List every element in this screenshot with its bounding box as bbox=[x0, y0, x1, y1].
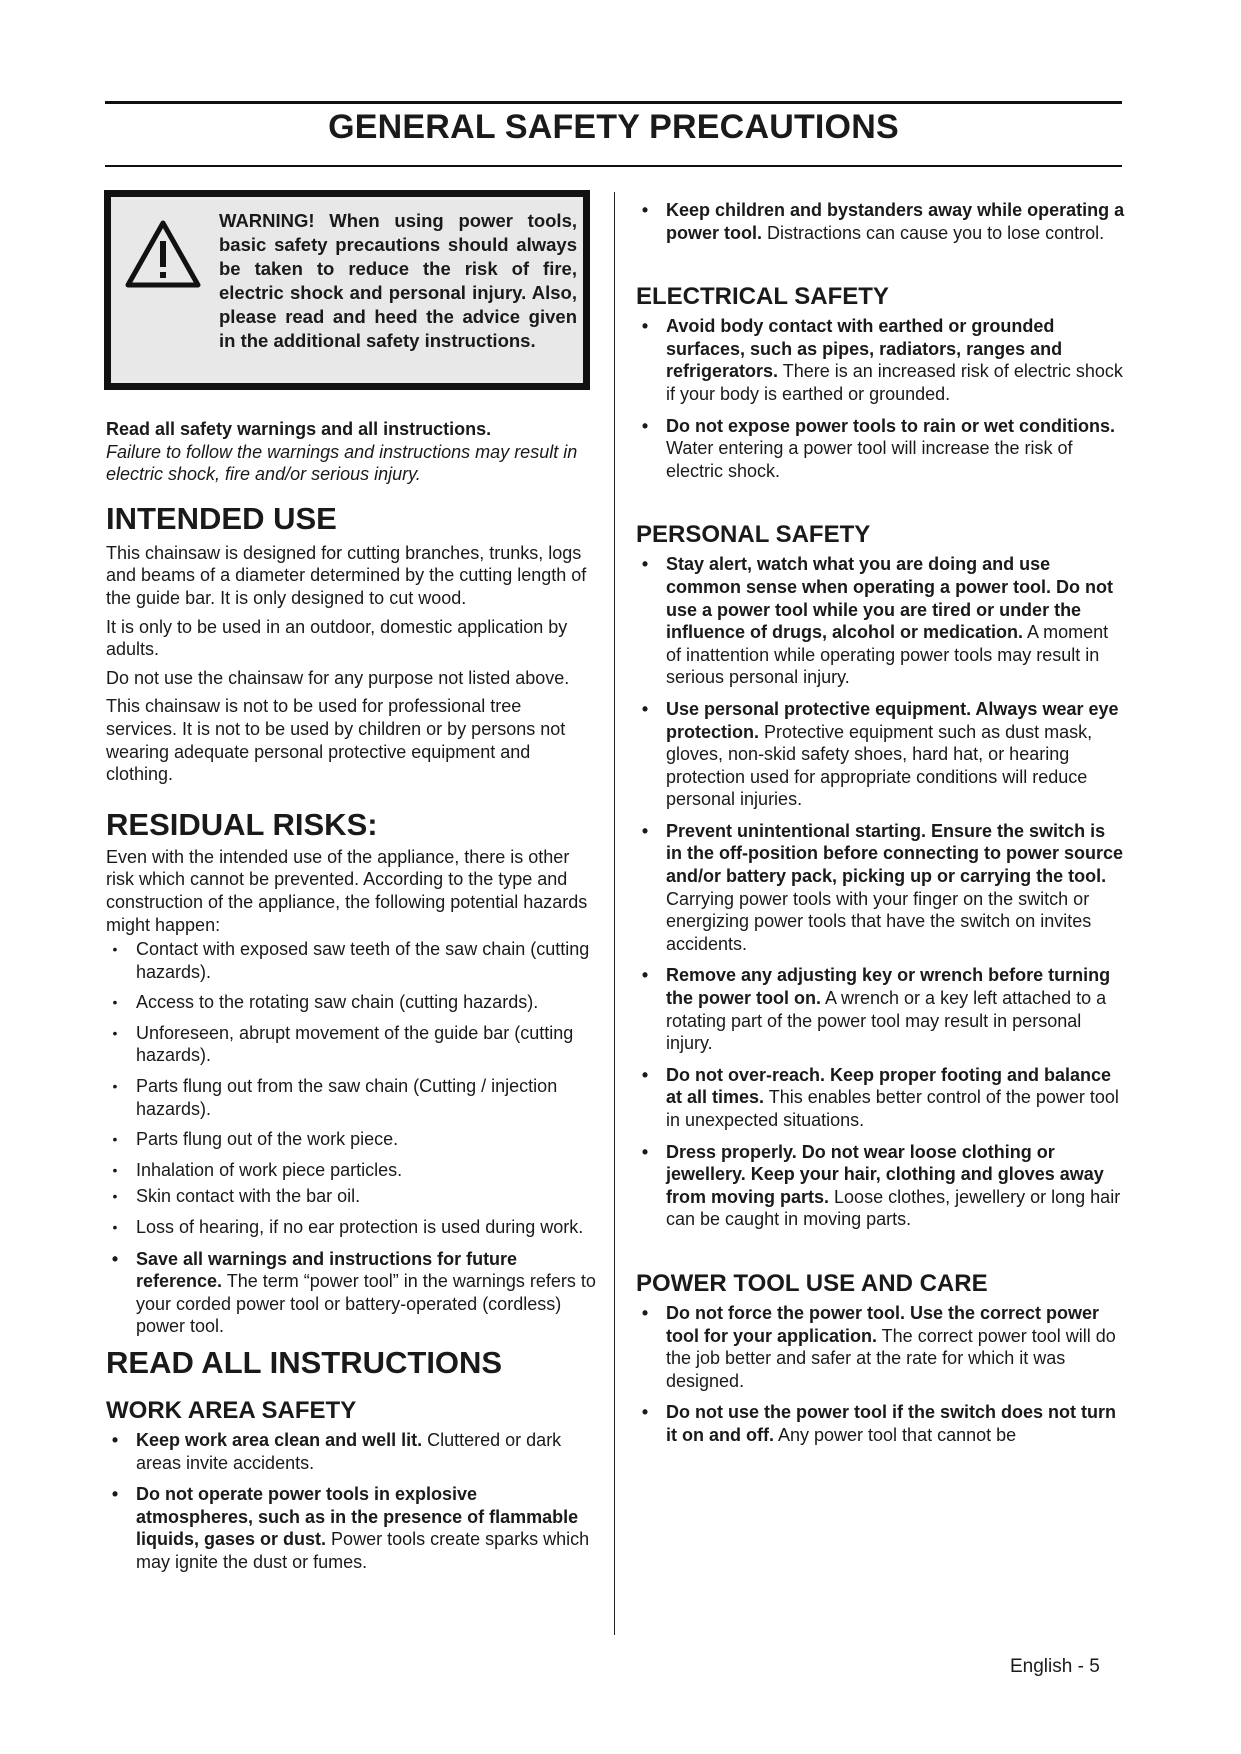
page-number: English - 5 bbox=[1010, 1656, 1100, 1677]
warning-text: WARNING! When using power tools, basic safety precautions should always be taken to reduce the risk of fire, electric shock and personal injury. Also, please read and heed the advice given in the additional safety instructions. bbox=[219, 210, 577, 351]
electrical-safety-heading: ELECTRICAL SAFETY bbox=[636, 283, 889, 311]
intended-use-heading: INTENDED USE bbox=[106, 500, 337, 536]
read-all-bold: Read all safety warnings and all instructions. bbox=[106, 419, 492, 439]
residual-risks-heading: RESIDUAL RISKS: bbox=[106, 806, 378, 842]
residual-risks-intro: Even with the intended use of the appliance, there is other risk which cannot be prevented. According to the type and construction of the appliance, the following potential hazards might happen: bbox=[106, 846, 588, 935]
list-item: • Unforeseen, abrupt movement of the guide bar (cutting hazards). bbox=[112, 1022, 574, 1066]
power-tool-use-heading: POWER TOOL USE AND CARE bbox=[636, 1269, 988, 1297]
list-item: • Keep children and bystanders away while operating a power tool. Distractions can cause you to lose control. bbox=[641, 200, 1125, 243]
work-area-safety-heading: WORK AREA SAFETY bbox=[106, 1397, 357, 1424]
list-item: • Inhalation of work piece particles. bbox=[112, 1159, 403, 1180]
intended-use-paragraph: It is only to be used in an outdoor, domestic application by adults. bbox=[106, 616, 568, 660]
list-item: • Do not operate power tools in explosive atmospheres, such as in the presence of flammable liquids, gases or dust. Power tools create sparks which may ignite the dust or fumes. bbox=[111, 1484, 590, 1572]
list-item: • Do not expose power tools to rain or wet conditions. Water entering a power tool will increase the risk of electric shock. bbox=[641, 415, 1116, 481]
left-column bbox=[106, 190, 596, 1574]
list-item: • Remove any adjusting key or wrench before turning the power tool on. A wrench or a key left attached to a rotating part of the power tool may result in personal injury. bbox=[641, 965, 1111, 1054]
list-item: • Do not force the power tool. Use the correct power tool for your application. The correct power tool will do the job better and safer at the rate for which it was designed. bbox=[641, 1302, 1116, 1391]
read-all-warnings bbox=[106, 418, 596, 486]
list-item: • Do not over-reach. Keep proper footing and balance at all times. This enables better control of the power tool in unexpected situations. bbox=[641, 1064, 1119, 1130]
warning-box bbox=[104, 190, 590, 390]
list-item: • Contact with exposed saw teeth of the saw chain (cutting hazards). bbox=[112, 939, 590, 982]
read-all-instructions-heading: READ ALL INSTRUCTIONS bbox=[106, 1345, 503, 1380]
top-rule bbox=[105, 101, 1122, 104]
list-item: • Access to the rotating saw chain (cutting hazards). bbox=[112, 992, 539, 1013]
right-column bbox=[636, 190, 1126, 1447]
power-tool-use-list bbox=[636, 1302, 1126, 1447]
personal-safety-list bbox=[636, 553, 1126, 1231]
intended-use-paragraph: This chainsaw is designed for cutting branches, trunks, logs and beams of a diameter determined by the cutting length of the guide bar. It is only designed to cut wood. bbox=[106, 542, 587, 608]
personal-safety-heading: PERSONAL SAFETY bbox=[636, 521, 871, 549]
list-item: • Keep work area clean and well lit. Cluttered or dark areas invite accidents. bbox=[111, 1430, 562, 1473]
list-item: • Do not use the power tool if the switch does not turn it on and off. Any power tool that cannot be bbox=[641, 1402, 1116, 1445]
read-all-italic: Failure to follow the warnings and instructions may result in electric shock, fire and/or serious injury. bbox=[106, 441, 578, 485]
save-warnings-list bbox=[106, 1248, 596, 1338]
column-divider bbox=[614, 192, 615, 1635]
list-item: • Use personal protective equipment. Always wear eye protection. Protective equipment such as dust mask, gloves, non-skid safety shoes, hard hat, or hearing protection used for appropriate conditions will reduce personal injuries. bbox=[641, 698, 1119, 810]
work-area-list-continued bbox=[636, 199, 1126, 244]
list-item: • Avoid body contact with earthed or grounded surfaces, such as pipes, radiators, ranges and refrigerators. There is an increased risk of electric shock if your body is earthed or grounded. bbox=[641, 316, 1123, 404]
list-item: • Prevent unintentional starting. Ensure the switch is in the off-position before connecting to power source and/or battery pack, picking up or carrying the tool. Carrying power tools with your finger on the switch or energizing power tools that have the switch on invites accidents. bbox=[641, 820, 1124, 954]
electrical-safety-list bbox=[636, 315, 1126, 482]
list-item: • Skin contact with the bar oil. bbox=[112, 1186, 361, 1207]
residual-risks-list bbox=[106, 938, 596, 1239]
list-item: • Dress properly. Do not wear loose clothing or jewellery. Keep your hair, clothing and gloves away from moving parts. Loose clothes, jewellery or long hair can be caught in moving parts. bbox=[641, 1141, 1121, 1230]
intended-use-paragraph: Do not use the chainsaw for any purpose not listed above. bbox=[106, 667, 570, 688]
work-area-list bbox=[106, 1429, 596, 1574]
warning-triangle-icon bbox=[125, 219, 201, 289]
list-item: • Parts flung out from the saw chain (Cutting / injection hazards). bbox=[112, 1076, 558, 1119]
page-title: GENERAL SAFETY PRECAUTIONS bbox=[328, 108, 899, 146]
list-item: • Loss of hearing, if no ear protection is used during work. bbox=[112, 1217, 584, 1238]
list-item: • Parts flung out of the work piece. bbox=[112, 1129, 399, 1150]
title-underline bbox=[105, 165, 1122, 167]
intended-use-paragraph: This chainsaw is not to be used for professional tree services. It is not to be used by children or by persons not wearing adequate personal protective equipment and clothing. bbox=[106, 696, 566, 785]
list-item: • Save all warnings and instructions for future reference. The term “power tool” in the warnings refers to your corded power tool or battery-operated (cordless) power tool. bbox=[111, 1248, 596, 1337]
list-item: • Stay alert, watch what you are doing and use common sense when operating a power tool. Do not use a power tool while you are tired or under the influence of drugs, alcohol or medication. A moment of inattention while operating power tools may result in serious personal injury. bbox=[641, 554, 1114, 688]
